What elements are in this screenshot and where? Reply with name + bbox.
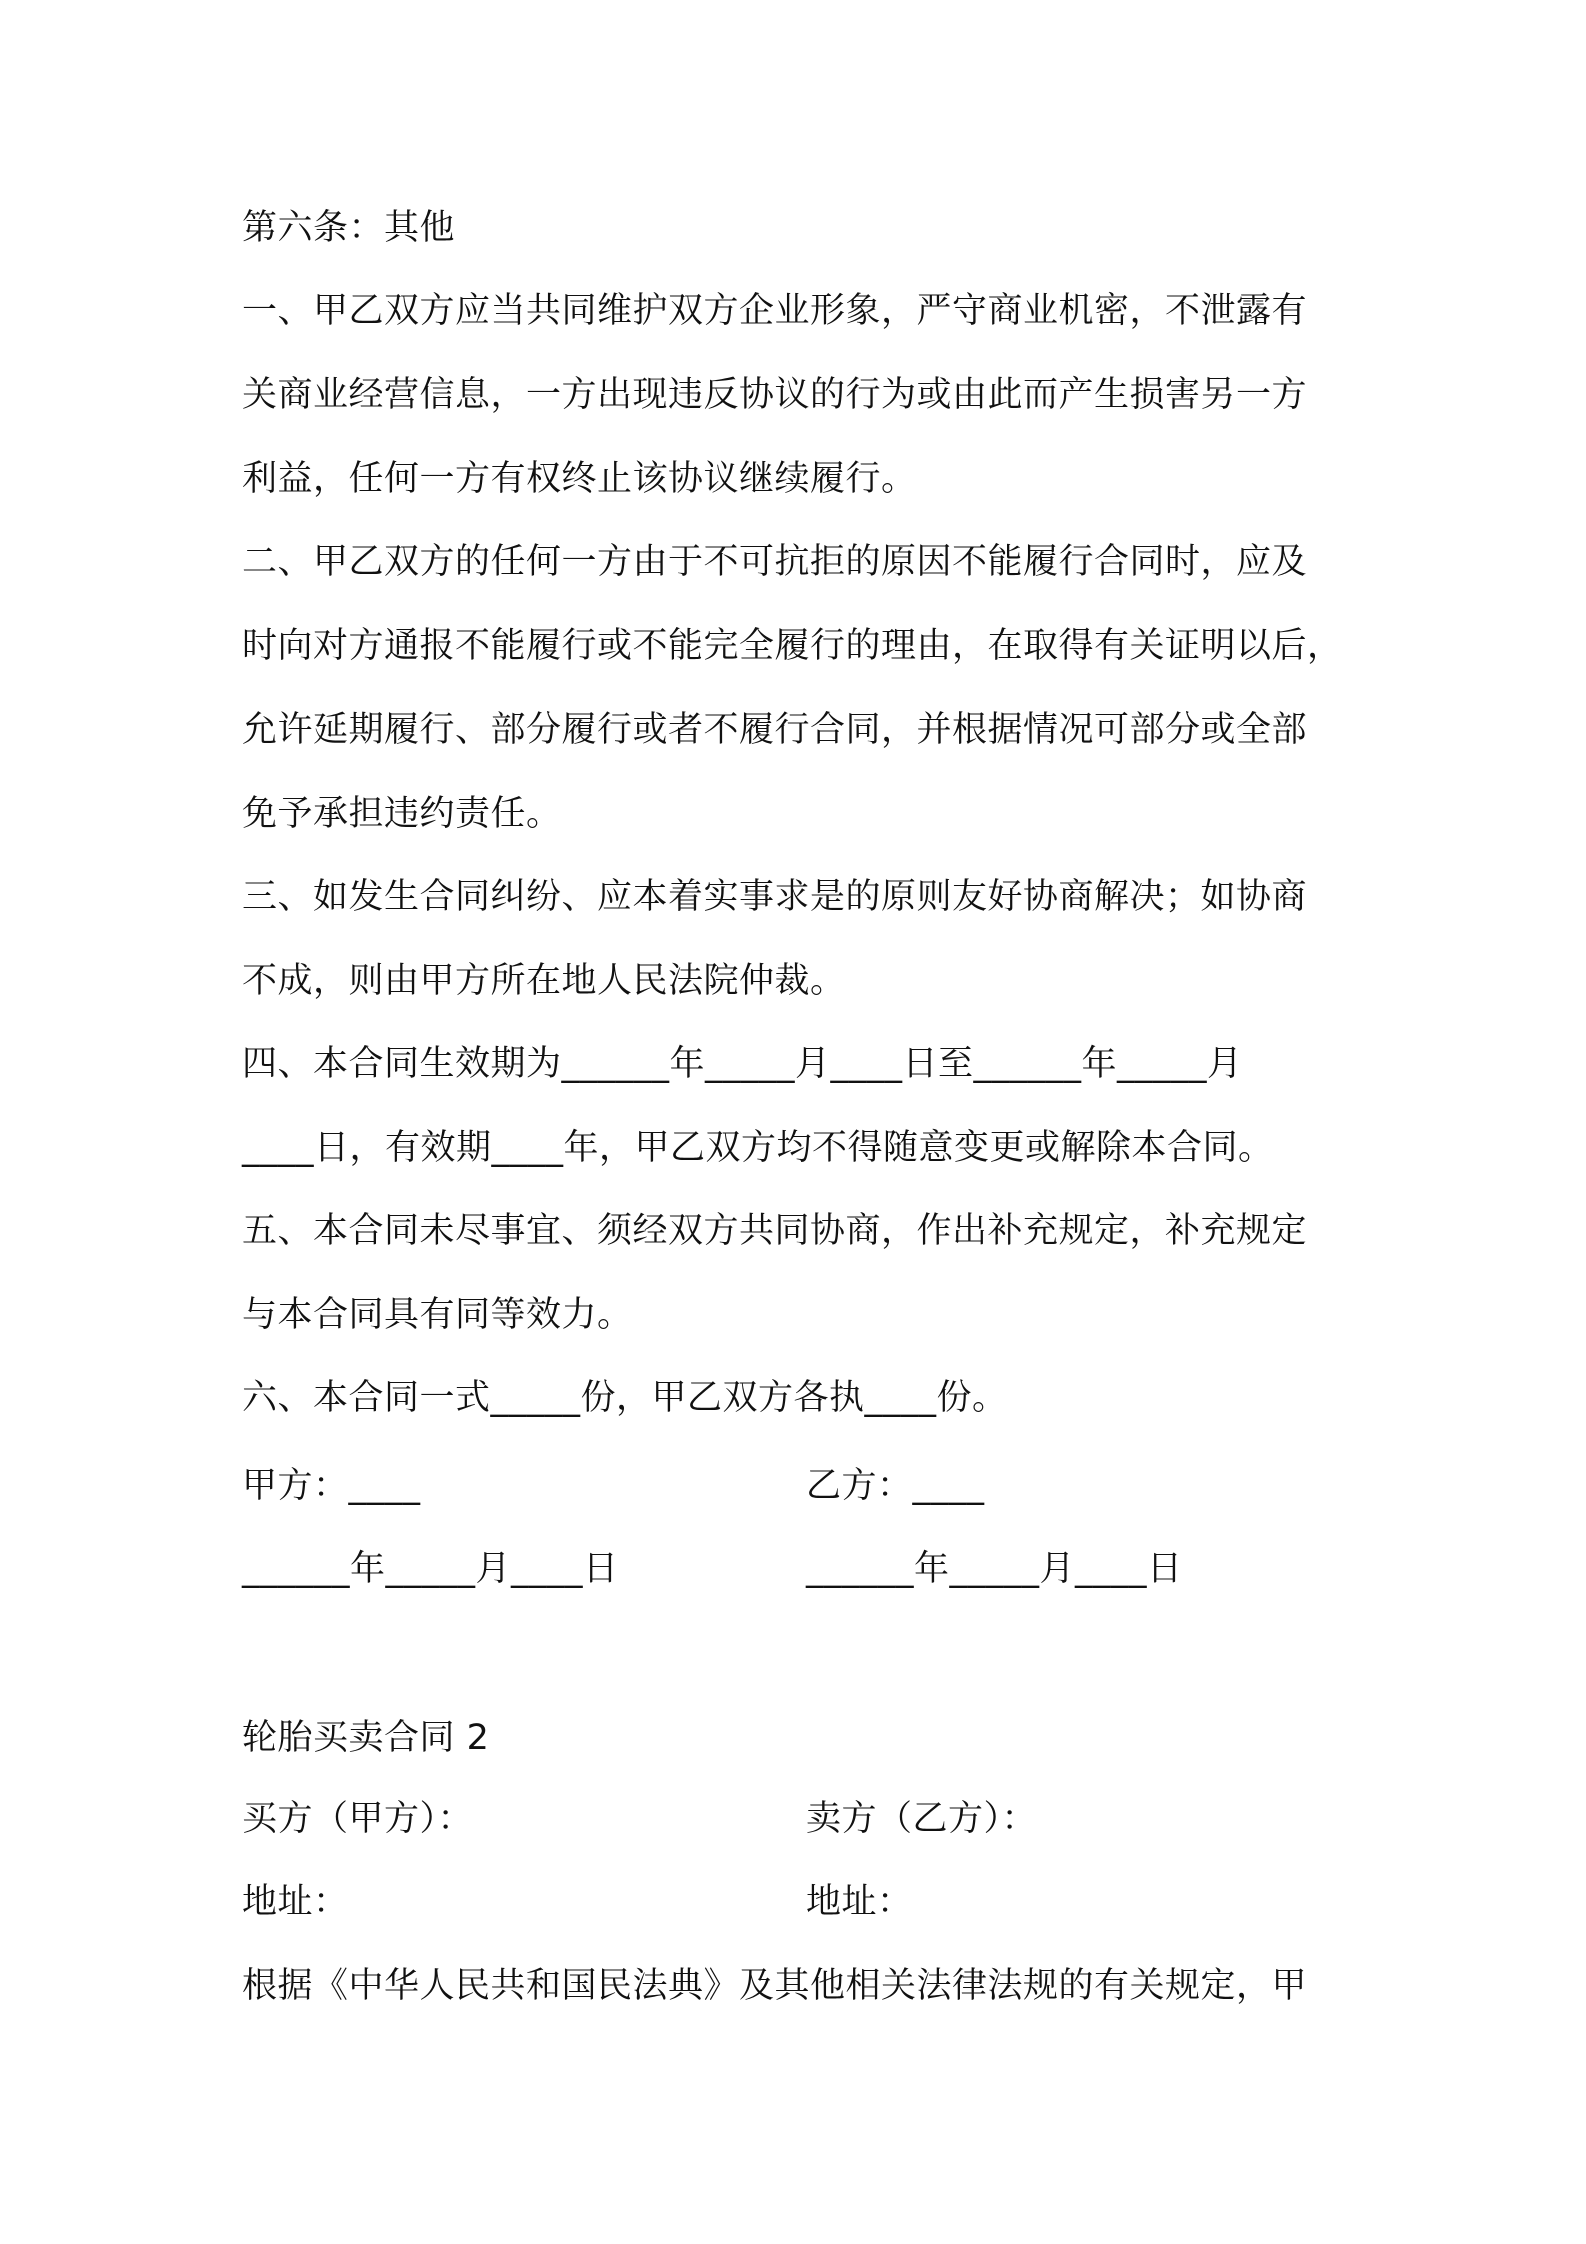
clause-4-line-1: 四、本合同生效期为______年_____月____日至______年_____月 — [242, 1044, 1243, 1084]
clause-6-line-1: 六、本合同一式_____份，甲乙双方各执____份。 — [242, 1378, 1008, 1418]
clause-4-line-2: ____日，有效期____年，甲乙双方均不得随意变更或解除本合同。 — [242, 1128, 1274, 1168]
clause-1-line-1: 一、甲乙双方应当共同维护双方企业形象，严守商业机密，不泄露有 — [242, 291, 1308, 331]
section-title: 第六条：其他 — [242, 208, 456, 248]
clause-2-line-1: 二、甲乙双方的任何一方由于不可抗拒的原因不能履行合同时，应及 — [242, 542, 1308, 582]
clause-1-line-3: 利益，任何一方有权终止该协议继续履行。 — [242, 459, 917, 499]
clause-5-line-1: 五、本合同未尽事宜、须经双方共同协商，作出补充规定，补充规定 — [242, 1211, 1308, 1251]
party-a-signature: 甲方：____ — [242, 1466, 421, 1506]
seller-address-label: 地址： — [806, 1882, 913, 1922]
seller-label: 卖方（乙方）： — [806, 1799, 1038, 1839]
party-b-signature: 乙方：____ — [806, 1466, 985, 1506]
buyer-address-label: 地址： — [242, 1882, 349, 1922]
clause-3-line-2: 不成，则由甲方所在地人民法院仲裁。 — [242, 961, 846, 1001]
clause-5-line-2: 与本合同具有同等效力。 — [242, 1295, 633, 1335]
clause-2-line-4: 免予承担违约责任。 — [242, 794, 562, 834]
clause-2-line-2: 时向对方通报不能履行或不能完全履行的理由，在取得有关证明以后， — [242, 626, 1343, 666]
contract-2-intro: 根据《中华人民共和国民法典》及其他相关法律法规的有关规定，甲 — [242, 1966, 1308, 2006]
buyer-label: 买方（甲方）： — [242, 1799, 474, 1839]
clause-2-line-3: 允许延期履行、部分履行或者不履行合同，并根据情况可部分或全部 — [242, 710, 1308, 750]
party-b-date: ______年_____月____日 — [806, 1549, 1183, 1589]
clause-3-line-1: 三、如发生合同纠纷、应本着实事求是的原则友好协商解决；如协商 — [242, 877, 1308, 917]
contract-2-title: 轮胎买卖合同 2 — [242, 1718, 490, 1758]
clause-1-line-2: 关商业经营信息，一方出现违反协议的行为或由此而产生损害另一方 — [242, 375, 1308, 415]
party-a-date: ______年_____月____日 — [242, 1549, 619, 1589]
